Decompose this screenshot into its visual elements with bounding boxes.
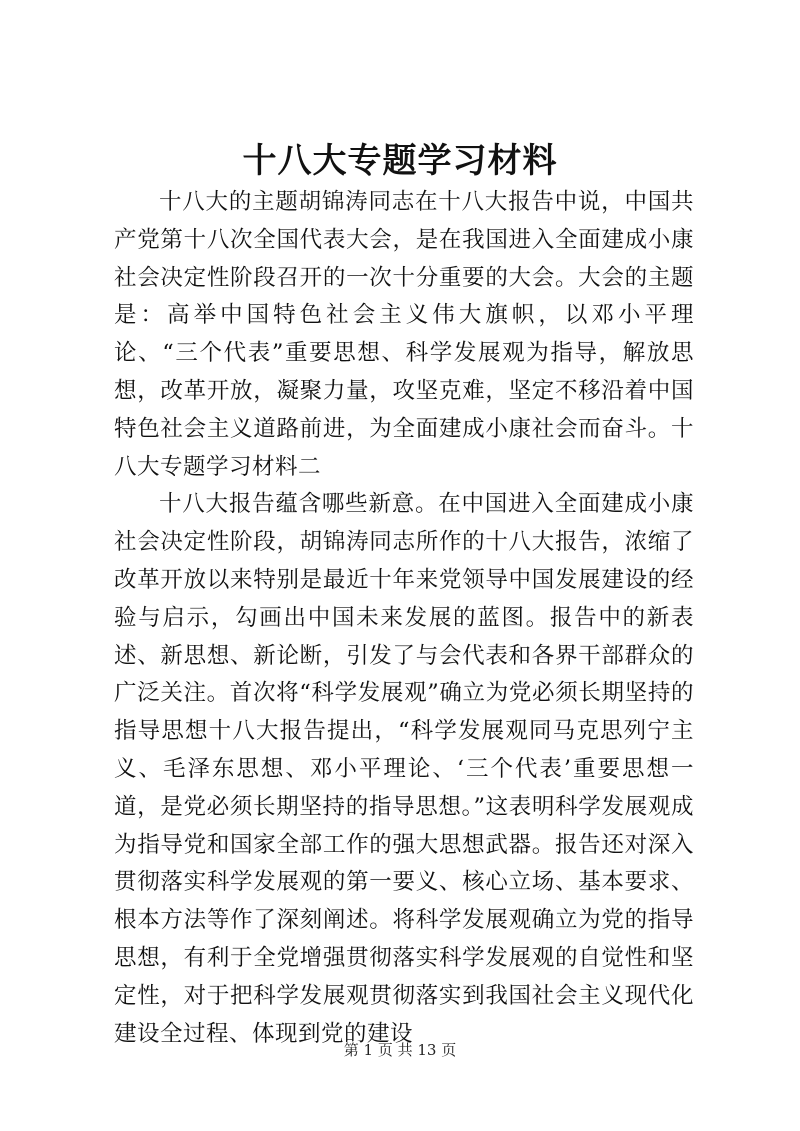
document-body	[114, 184, 694, 1053]
page-number-footer: 第 1 页 共 13 页	[343, 1041, 457, 1059]
paragraph-2: 十八大报告蕴含哪些新意。在中国进入全面建成小康社会决定性阶段，胡锦涛同志所作的十八大报告，浓缩了改革开放以来特别是最近十年来党领导中国发展建设的经验与启示，勾画出中国未来发展的蓝图。报告中的新表述、新思想、新论断，引发了与会代表和各界干部群众的广泛关注。首次将“科学发展观”确立为党必须长期坚持的指导思想十八大报告提出，“科学发展观同马克思列宁主义、毛泽东思想、邓小平理论、‘三个代表’重要思想一道，是党必须长期坚持的指导思想。”这表明科学发展观成为指导党和国家全部工作的强大思想武器。报告还对深入贯彻落实科学发展观的第一要义、核心立场、基本要求、根本方法等作了深刻阐述。将科学发展观确立为党的指导思想，有利于全党增强贯彻落实科学发展观的自觉性和坚定性，对于把科学发展观贯彻落实到我国社会主义现代化建设全过程、体现到党的建设	[114, 491, 694, 1047]
document-title: 十八大专题学习材料	[242, 141, 558, 181]
paragraph-1: 十八大的主题胡锦涛同志在十八大报告中说，中国共产党第十八次全国代表大会，是在我国进入全面建成小康社会决定性阶段召开的一次十分重要的大会。大会的主题是：高举中国特色社会主义伟大旗帜，以邓小平理论、“三个代表”重要思想、科学发展观为指导，解放思想，改革开放，凝聚力量，攻坚克难，坚定不移沿着中国特色社会主义道路前进，为全面建成小康社会而奋斗。十八大专题学习材料二	[114, 189, 694, 480]
